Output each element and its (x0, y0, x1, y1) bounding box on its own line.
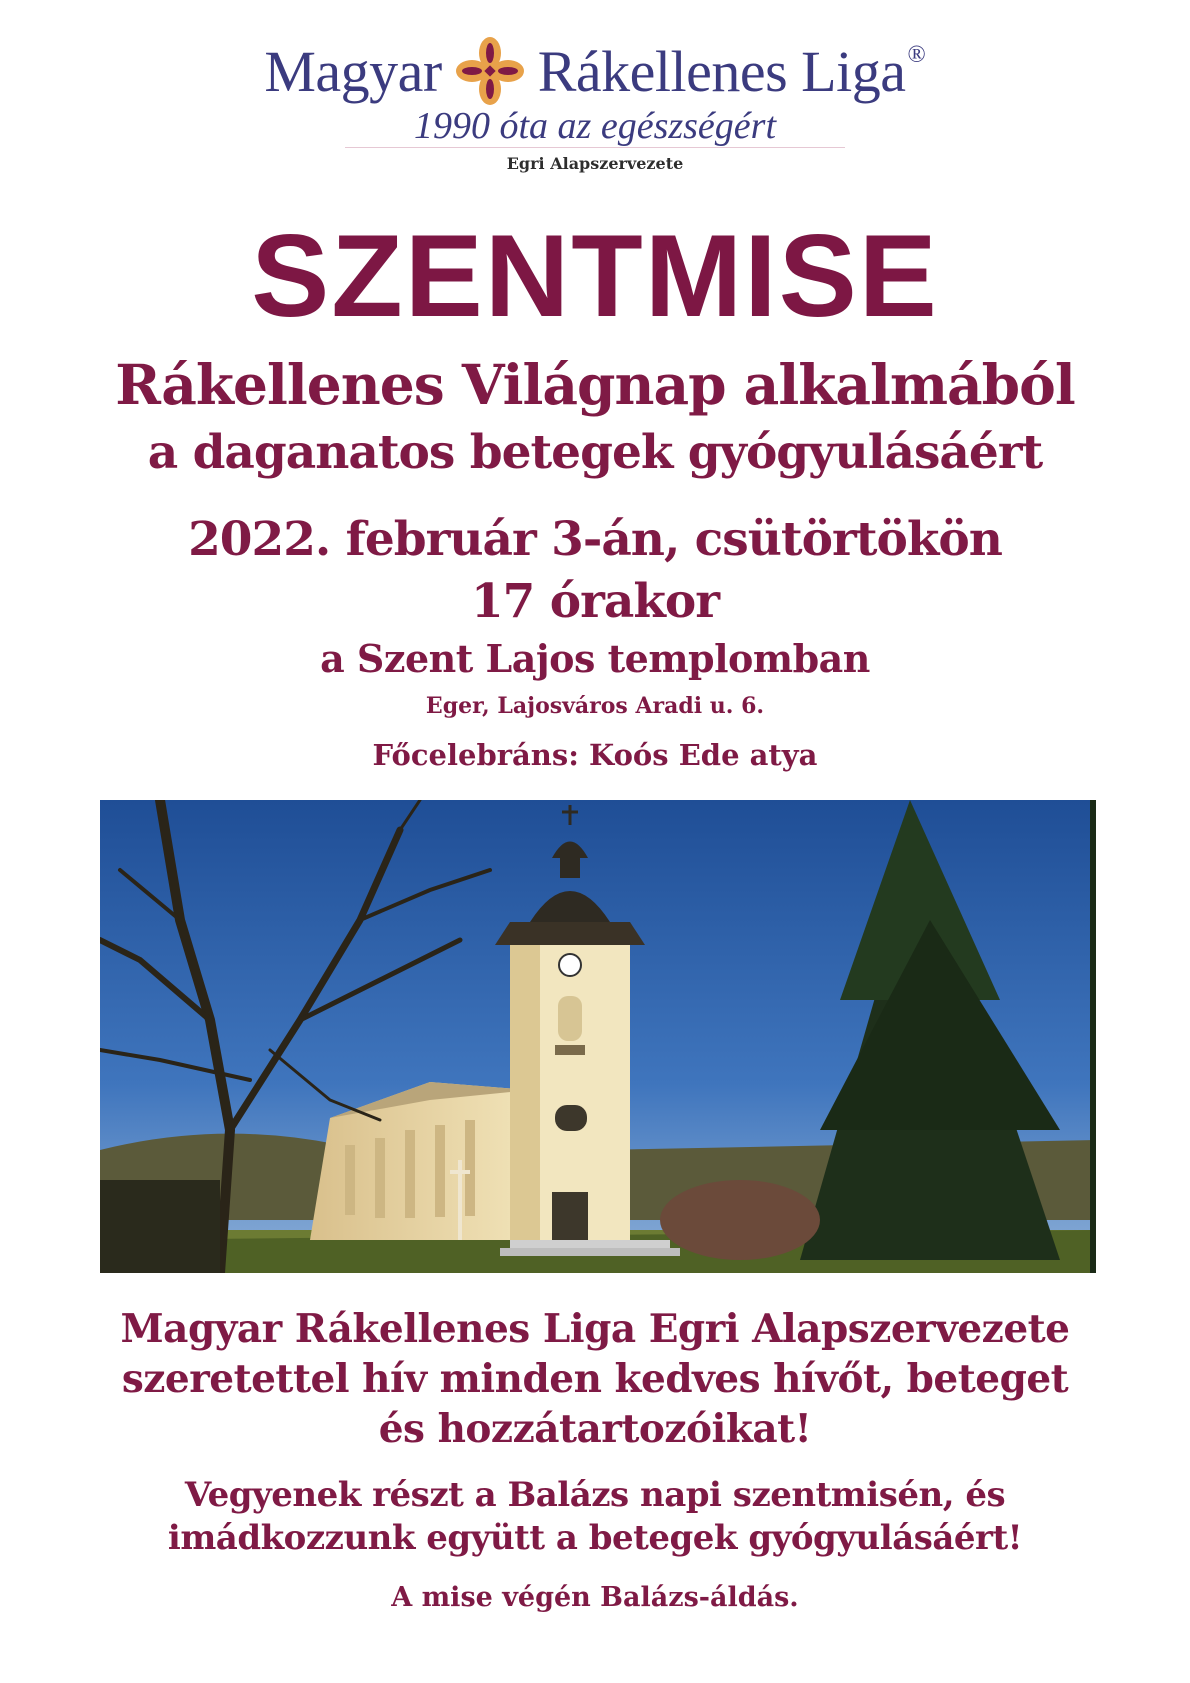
event-date: 2022. február 3-án, csütörtökön (188, 512, 1002, 567)
invitation-line-2: szeretettel hív minden kedves hívőt, beteget (121, 1356, 1069, 1402)
invitation-line-3: és hozzátartozóikat! (378, 1406, 812, 1452)
organization-subtitle: Egri Alapszervezete (506, 154, 684, 173)
prayer-line-2: imádkozzunk együtt a betegek gyógyulásáért! (167, 1518, 1023, 1558)
church-photo (100, 800, 1096, 1273)
logo (0, 36, 1190, 106)
flower-icon (452, 36, 528, 106)
tagline-divider (345, 147, 845, 148)
event-purpose: a daganatos betegek gyógyulásáért (147, 425, 1043, 480)
event-celebrant: Főcelebráns: Koós Ede atya (372, 738, 818, 772)
prayer-line-1: Vegyenek részt a Balázs napi szentmisén, és (184, 1475, 1006, 1515)
event-time: 17 órakor (470, 574, 719, 629)
closing-note: A mise végén Balázs-áldás. (391, 1582, 799, 1613)
event-address: Eger, Lajosváros Aradi u. 6. (425, 693, 765, 719)
tagline: 1990 óta az egészségért (413, 105, 777, 147)
logo-text-right: Rákellenes Liga (537, 38, 906, 104)
event-place: a Szent Lajos templomban (320, 636, 870, 681)
registered-mark: ® (907, 42, 926, 68)
logo-text-left: Magyar (264, 38, 442, 104)
page-title: SZENTMISE (251, 210, 939, 341)
invitation-line-1: Magyar Rákellenes Liga Egri Alapszervezete (120, 1306, 1070, 1352)
event-occasion: Rákellenes Világnap alkalmából (115, 352, 1075, 417)
